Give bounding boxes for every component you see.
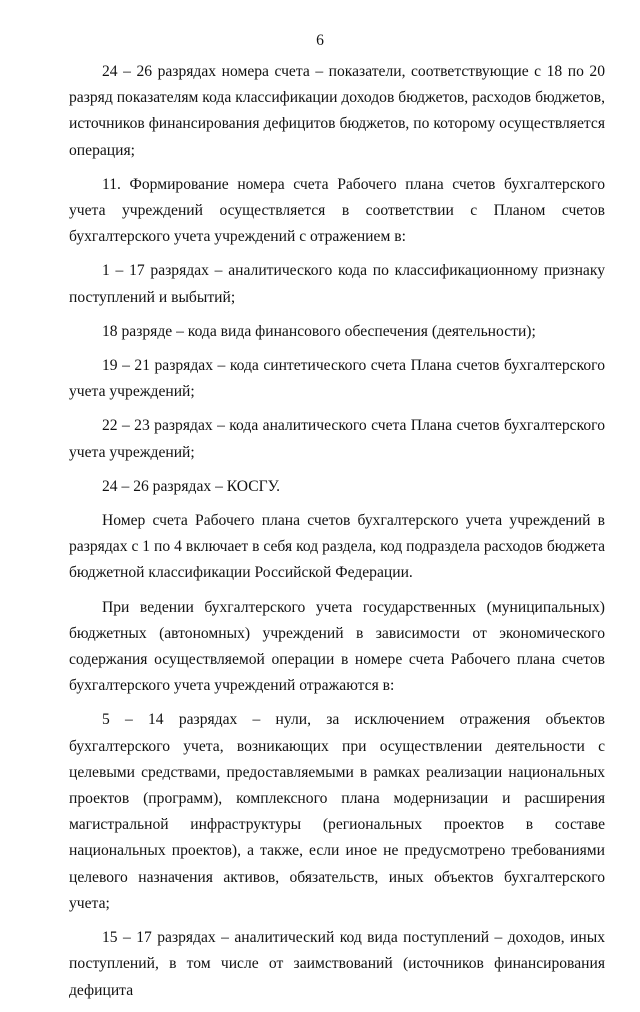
paragraph-digits-22-23: 22 – 23 разрядах – кода аналитического счета Плана счетов бухгалтерского учета учреждений; <box>69 417 605 461</box>
paragraph-digits-19-21: 19 – 21 разрядах – кода синтетического счета Плана счетов бухгалтерского учета учреждений; <box>69 357 605 401</box>
paragraph-account-digits-1-4: Номер счета Рабочего плана счетов бухгалтерского учета учреждений в разрядах с 1 по 4 включает в себя код раздела, код подраздела расходов бюджета бюджетной классификации Российской Федерации. <box>69 512 605 582</box>
paragraph-digit-18: 18 разряде – кода вида финансового обеспечения (деятельности); <box>102 322 536 340</box>
paragraph-digits-5-14: 5 – 14 разрядах – нули, за исключением отражения объектов бухгалтерского учета, возникающих при осуществлении деятельности с целевыми средствами, предоставляемыми в рамках реализации национальных проектов (программ), комплексного плана модернизации и расширения магистральной инфраструктуры (региональных проектов в составе национальных проектов), а также, если иное не предусмотрено требованиями целевого назначения активов, обязательств, иных объектов бухгалтерского учета; <box>69 711 605 912</box>
paragraph-digits-1-17: 1 – 17 разрядах – аналитического кода по классификационному признаку поступлений и выбытий; <box>69 262 605 306</box>
paragraph-digits-24-26-kosgu: 24 – 26 разрядах – КОСГУ. <box>102 477 281 495</box>
document-body <box>69 59 605 1012</box>
paragraph-item-11: 11. Формирование номера счета Рабочего плана счетов бухгалтерского учета учреждений осуществляется в соответствии с Планом счетов бухгалтерского учета учреждений с отражением в: <box>69 175 605 246</box>
paragraph-digits-24-26-account-number: 24 – 26 разрядах номера счета – показатели, соответствующие с 18 по 20 разряд показателям кода классификации доходов бюджетов, расходов бюджетов, источников финансирования дефицитов бюджетов, по которому осуществляется операция; <box>69 63 605 159</box>
paragraph-accounting-state-institutions: При ведении бухгалтерского учета государственных (муниципальных) бюджетных (автономных) учреждений в зависимости от экономического содержания осуществляемой операции в номере счета Рабочего плана счетов бухгалтерского учета учреждений отражаются в: <box>69 598 605 695</box>
paragraph-digits-15-17: 15 – 17 разрядах – аналитический код вида поступлений – доходов, иных поступлений, в том числе от заимствований (источников финансирования дефицита <box>69 929 605 999</box>
page-number: 6 <box>316 32 324 49</box>
